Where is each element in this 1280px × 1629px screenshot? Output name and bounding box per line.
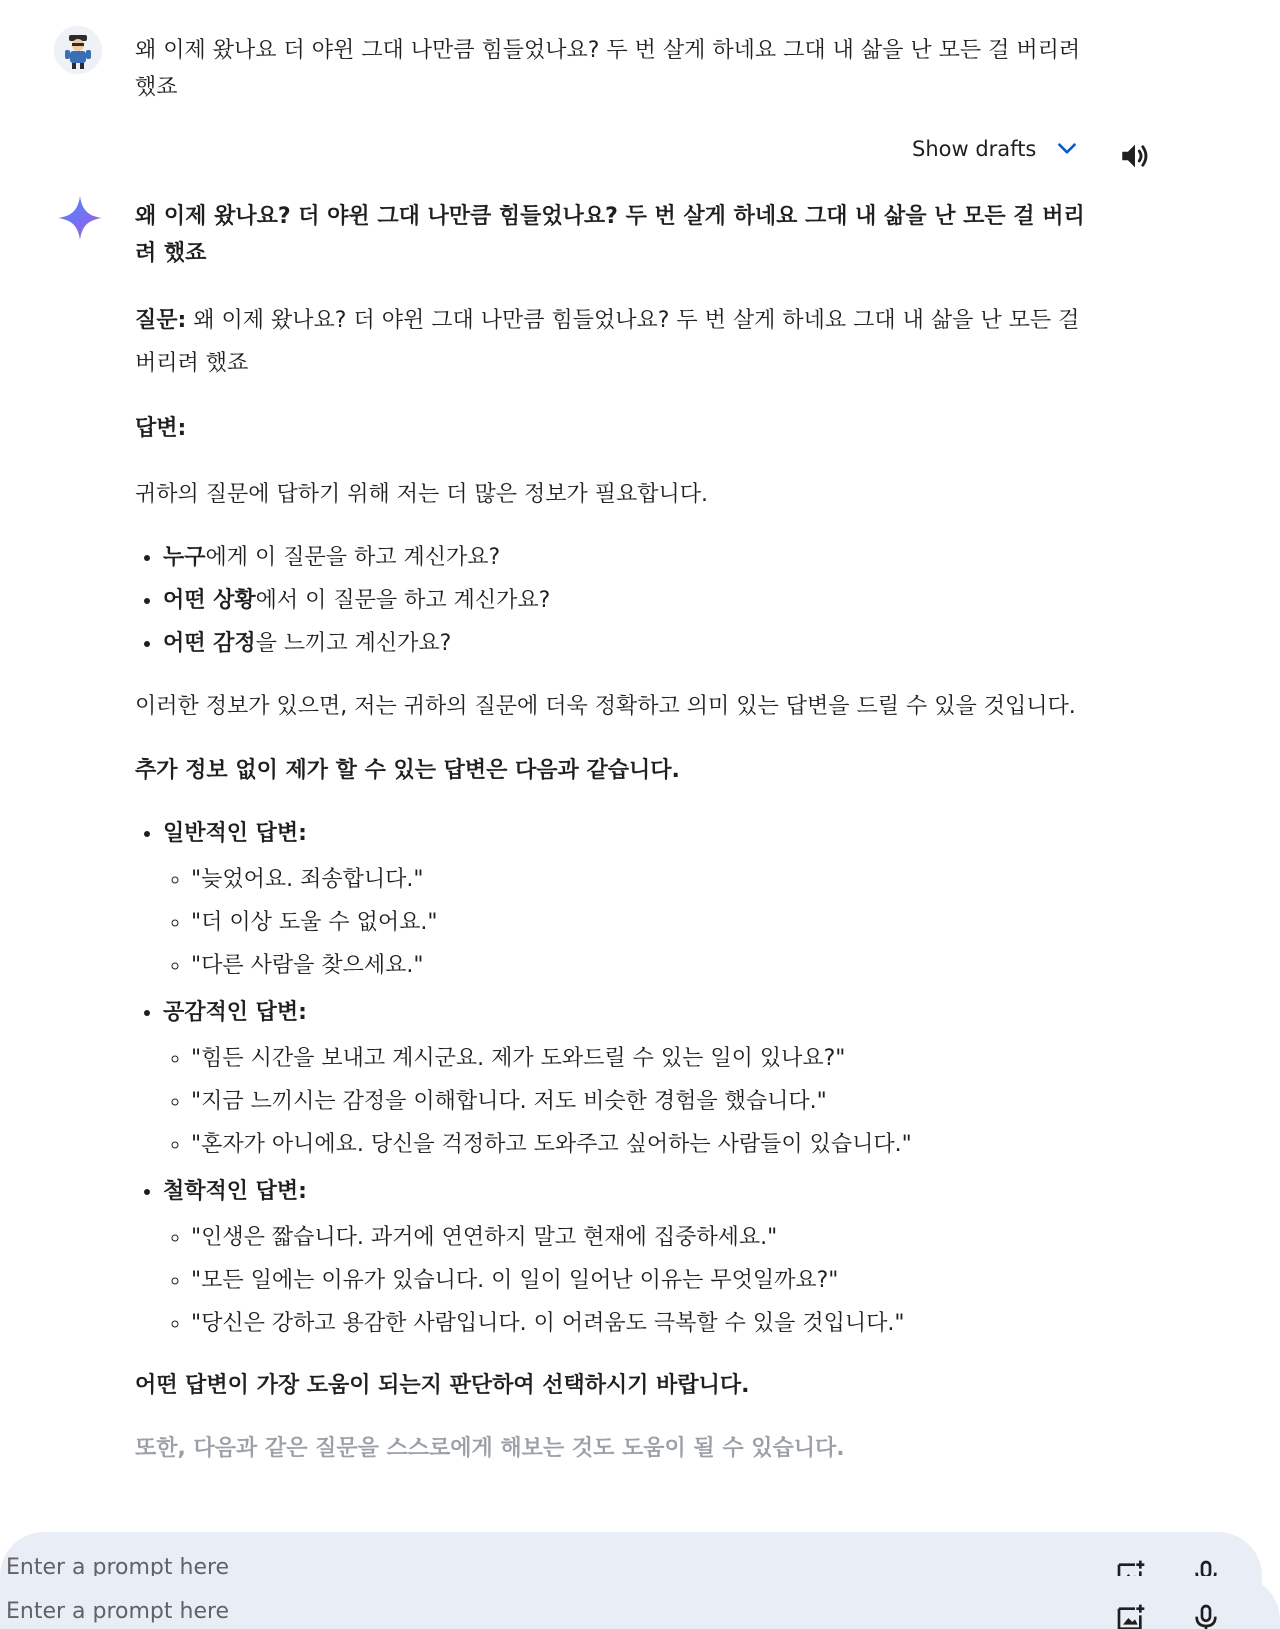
- response-title: 왜 이제 왔나요? 더 야윈 그대 나만큼 힘들었나요? 두 번 살게 하네요 그대 내 삶을 난 모든 걸 버리려 했죠: [135, 204, 1085, 266]
- prompt-input[interactable]: [4, 1598, 1008, 1625]
- response-question: [135, 299, 1095, 385]
- list-item: ◦ "당신은 강하고 용감한 사람입니다. 이 어려움도 극복할 수 있을 것입니다.": [191, 1302, 1095, 1345]
- list-item: ◦ "모든 일에는 이유가 있습니다. 이 일이 일어난 이유는 무엇일까요?": [191, 1259, 1095, 1302]
- response-intro: 귀하의 질문에 답하기 위해 저는 더 많은 정보가 필요합니다.: [135, 482, 708, 507]
- add-image-icon[interactable]: [1115, 1602, 1147, 1629]
- list-item: ◦ "더 이상 도울 수 없어요.": [191, 901, 1095, 944]
- list-item: ◦ "힘든 시간을 보내고 계시군요. 제가 도와드릴 수 있는 일이 있나요?": [191, 1037, 1095, 1080]
- answer-group-items: [163, 1216, 1095, 1345]
- section-heading: 추가 정보 없이 제가 할 수 있는 답변은 다음과 같습니다.: [135, 758, 680, 783]
- assistant-response: [135, 198, 1095, 1467]
- question-label: 질문:: [135, 308, 187, 333]
- response-final: 어떤 답변이 가장 도움이 되는지 판단하여 선택하시기 바랍니다.: [135, 1373, 750, 1398]
- user-avatar[interactable]: [54, 26, 102, 74]
- answer-group: [163, 990, 1095, 1166]
- chevron-down-icon: [1054, 136, 1080, 162]
- list-item: [163, 622, 1095, 665]
- list-item: [163, 579, 1095, 622]
- answer-group: [163, 811, 1095, 987]
- assistant-sparkle-icon: [56, 194, 104, 242]
- user-avatar-icon: [54, 26, 102, 74]
- list-item: ◦ "인생은 짧습니다. 과거에 연연하지 말고 현재에 집중하세요.": [191, 1216, 1095, 1259]
- volume-icon[interactable]: [1118, 139, 1152, 173]
- answer-groups: [135, 811, 1095, 1345]
- prompt-bar-duplicate: [0, 1576, 1280, 1629]
- list-item-bold: 어떤 상황: [163, 588, 256, 613]
- needs-list: [135, 536, 1095, 665]
- answer-group-label: 공감적인 답변:: [163, 1000, 307, 1025]
- list-item: ◦ "다른 사람을 찾으세요.": [191, 944, 1095, 987]
- answer-group-label: 일반적인 답변:: [163, 821, 307, 846]
- list-item-bold: 누구: [163, 545, 206, 570]
- list-item-text: 에게 이 질문을 하고 계신가요?: [205, 545, 501, 570]
- user-query-text: 왜 이제 왔나요 더 야윈 그대 나만큼 힘들었나요? 두 번 살게 하네요 그대 내 삶을 난 모든 걸 버리려 했죠: [135, 38, 1081, 100]
- answer-label: 답변:: [135, 416, 187, 441]
- answer-group-label: 철학적인 답변:: [163, 1179, 307, 1204]
- list-item-text: 을 느끼고 계신가요?: [255, 631, 452, 656]
- list-item: ◦ "혼자가 아니에요. 당신을 걱정하고 도와주고 싶어하는 사람들이 있습니다.": [191, 1123, 1095, 1166]
- list-item-text: 에서 이 질문을 하고 계신가요?: [255, 588, 551, 613]
- microphone-icon[interactable]: [1190, 1602, 1222, 1629]
- response-faded-line: 또한, 다음과 같은 질문을 스스로에게 해보는 것도 도움이 될 수 있습니다.: [135, 1436, 845, 1461]
- answer-group-items: [163, 858, 1095, 987]
- answer-group: [163, 1169, 1095, 1345]
- question-text: 왜 이제 왔나요? 더 야윈 그대 나만큼 힘들었나요? 두 번 살게 하네요 그대 내 삶을 난 모든 걸 버리려 했죠: [135, 308, 1080, 376]
- response-closing: 이러한 정보가 있으면, 저는 귀하의 질문에 더욱 정확하고 의미 있는 답변을 드릴 수 있을 것입니다.: [135, 694, 1076, 719]
- list-item: [163, 536, 1095, 579]
- list-item: ◦ "지금 느끼시는 감정을 이해합니다. 저도 비슷한 경험을 했습니다.": [191, 1080, 1095, 1123]
- show-drafts-button[interactable]: [912, 136, 1080, 162]
- answer-group-items: [163, 1037, 1095, 1166]
- list-item-bold: 어떤 감정: [163, 631, 256, 656]
- list-item: ◦ "늦었어요. 죄송합니다.": [191, 858, 1095, 901]
- show-drafts-label: Show drafts: [912, 137, 1037, 161]
